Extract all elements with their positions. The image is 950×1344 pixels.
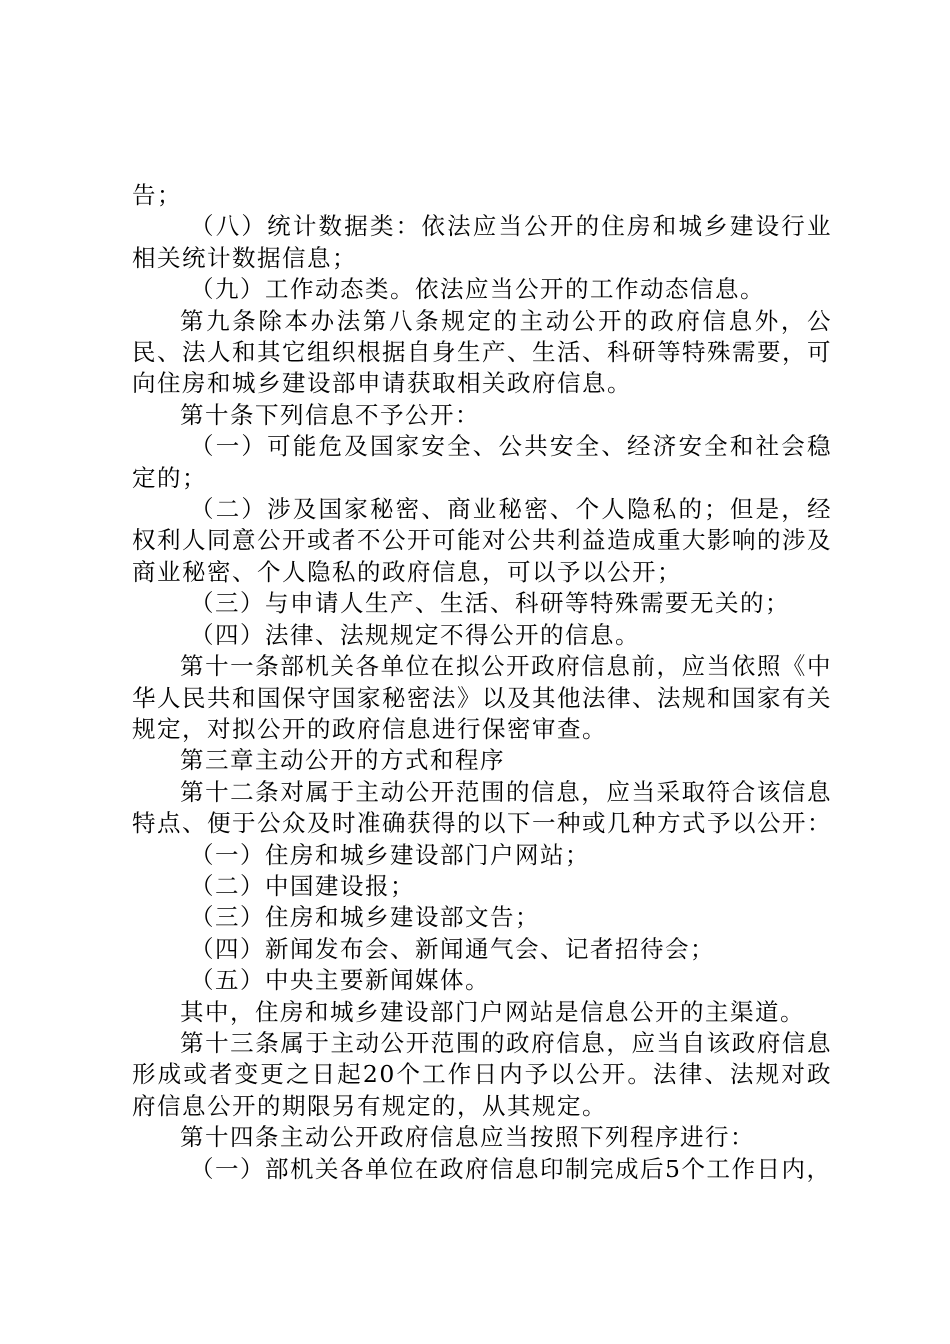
paragraph-article-14-item-1: （一）部机关各单位在政府信息印制完成后5个工作日内， [190, 1154, 832, 1183]
paragraph-article-13: 第十三条属于主动公开范围的政府信息，应当自该政府信息形成或者变更之日起20个工作日内予以公开。法律、法规对政府信息公开的期限另有规定的，从其规定。 [132, 1028, 832, 1120]
paragraph-continuation: 告； [132, 181, 182, 209]
paragraph-article-11: 第十一条部机关各单位在拟公开政府信息前，应当依照《中华人民共和国保守国家秘密法》以及其他法律、法规和国家有关规定，对拟公开的政府信息进行保密审查。 [132, 652, 832, 743]
paragraph-article-10-item-3: （三）与申请人生产、生活、科研等特殊需要无关的； [190, 589, 790, 618]
paragraph-article-10-item-2: （二）涉及国家秘密、商业秘密、个人隐私的；但是，经权利人同意公开或者不公开可能对公共利益造成重大影响的涉及商业秘密、个人隐私的政府信息，可以予以公开； [132, 495, 832, 586]
paragraph-item-8: （八）统计数据类：依法应当公开的住房和城乡建设行业相关统计数据信息； [132, 212, 832, 272]
paragraph-article-10: 第十条下列信息不予公开： [180, 400, 480, 429]
paragraph-article-9: 第九条除本办法第八条规定的主动公开的政府信息外，公民、法人和其它组织根据自身生产、生活、科研等特殊需要，可向住房和城乡建设部申请获取相关政府信息。 [132, 306, 832, 398]
paragraph-article-12-item-5: （五）中央主要新闻媒体。 [190, 966, 490, 995]
paragraph-article-12-item-2: （二）中国建设报； [190, 871, 415, 900]
paragraph-item-9: （九）工作动态类。依法应当公开的工作动态信息。 [190, 275, 765, 304]
paragraph-main-channel: 其中，住房和城乡建设部门户网站是信息公开的主渠道。 [180, 997, 805, 1026]
paragraph-article-12-item-1: （一）住房和城乡建设部门户网站； [190, 840, 590, 869]
paragraph-article-10-item-1: （一）可能危及国家安全、公共安全、经济安全和社会稳定的； [132, 432, 832, 492]
paragraph-article-12-item-4: （四）新闻发布会、新闻通气会、记者招待会； [190, 934, 715, 963]
paragraph-article-14: 第十四条主动公开政府信息应当按照下列程序进行： [180, 1123, 755, 1152]
paragraph-article-10-item-4: （四）法律、法规规定不得公开的信息。 [190, 620, 640, 649]
paragraph-article-12-item-3: （三）住房和城乡建设部文告； [190, 903, 540, 932]
chapter-3-heading: 第三章主动公开的方式和程序 [180, 746, 505, 775]
paragraph-article-12: 第十二条对属于主动公开范围的信息，应当采取符合该信息特点、便于公众及时准确获得的以下一种或几种方式予以公开： [132, 777, 832, 838]
document-body [132, 180, 832, 1185]
